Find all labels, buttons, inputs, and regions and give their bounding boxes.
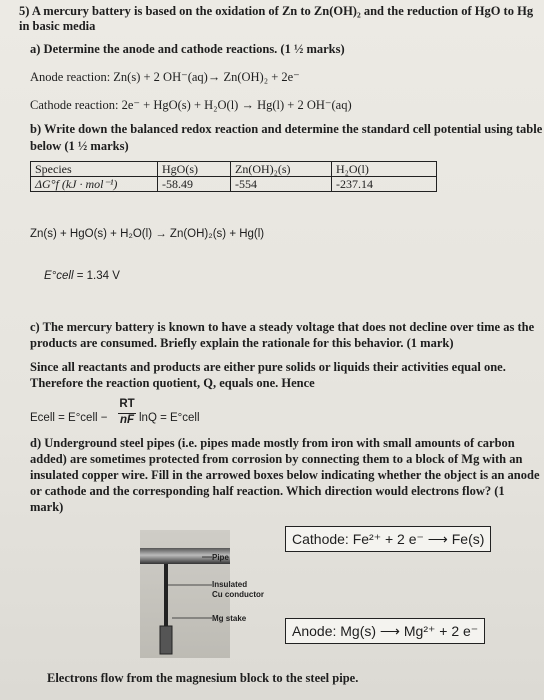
part-c-answer-line2: Therefore the reaction quotient, Q, equals one. Hence (30, 376, 315, 390)
table-row-label: ΔG°f (kJ · mol⁻¹) (31, 177, 158, 192)
part-d-prompt-line1: d) Underground steel pipes (i.e. pipes made mostly from iron with small amounts of carbon (30, 436, 515, 450)
table-cell-znoh2: -554 (231, 177, 332, 192)
corrosion-diagram (140, 530, 290, 670)
part-d-answer: Electrons flow from the magnesium block to the steel pipe. (47, 671, 359, 685)
table-header-row (31, 162, 437, 177)
nernst-left: Ecell = E°cell − (30, 412, 108, 424)
part-d-prompt-line5: mark) (30, 500, 64, 514)
table-header-species: Species (31, 162, 158, 177)
ecell-value: = 1.34 V (76, 270, 120, 282)
nernst-numerator: RT (119, 398, 135, 410)
part-d-prompt-line2: added) are sometimes protected from corrosion by connecting them to a block of Mg with an (30, 452, 523, 466)
nernst-right: lnQ = E°cell (139, 412, 200, 424)
part-a-prompt: a) Determine the anode and cathode reactions. (1 ½ marks) (30, 42, 345, 56)
ecell-label: E°cell (44, 270, 74, 282)
overall-reaction: Zn(s) + HgO(s) + H₂O(l) → Zn(OH)₂(s) + Hg(l) (30, 228, 265, 240)
part-b-prompt-line2: below (1 ½ marks) (30, 139, 129, 153)
anode-box: Anode: Mg(s) ⟶ Mg²⁺ + 2 e⁻ (285, 618, 485, 644)
table-header-znoh2: Zn(OH)₂(s) (231, 162, 332, 177)
label-cu-conductor: Cu conductor (212, 590, 264, 599)
cathode-reaction: Cathode reaction: 2e⁻ + HgO(s) + H₂O(l) → Hg(l) + 2 OH⁻(aq) (30, 98, 352, 112)
label-insulated: Insulated (212, 580, 248, 589)
cathode-box: Cathode: Fe²⁺ + 2 e⁻ ⟶ Fe(s) (285, 526, 491, 552)
label-pipe: Pipe (212, 553, 229, 562)
table-cell-h2o: -237.14 (332, 177, 437, 192)
part-c-prompt-line1: c) The mercury battery is known to have a steady voltage that does not decline over time as the (30, 320, 535, 334)
ecell-line (44, 270, 120, 284)
thermo-table (30, 161, 437, 192)
anode-reaction: Anode reaction: Zn(s) + 2 OH⁻(aq)→ Zn(OH)₂ + 2e⁻ (30, 70, 300, 84)
part-d-prompt-line3: insulated copper wire. Fill in the arrowed boxes below indicating whether the object is an anode (30, 468, 540, 482)
label-mg-stake: Mg stake (212, 614, 247, 623)
part-b-prompt-line1: b) Write down the balanced redox reaction and determine the standard cell potential using table (30, 122, 543, 136)
question-5-line1: 5) A mercury battery is based on the oxidation of Zn to Zn(OH)₂ and the reduction of HgO to Hg (19, 4, 534, 18)
part-c-prompt-line2: products are consumed. Briefly explain the rationale for this behavior. (1 mark) (30, 336, 454, 350)
nernst-denominator: nF (119, 414, 135, 426)
question-5-line2: in basic media (19, 19, 96, 33)
table-header-h2o: H₂O(l) (332, 162, 437, 177)
table-header-hgo: HgO(s) (158, 162, 231, 177)
mg-stake (160, 626, 172, 654)
table-row (31, 177, 437, 192)
insulated-wire (164, 564, 168, 632)
table-cell-hgo: -58.49 (158, 177, 231, 192)
part-c-answer-line1: Since all reactants and products are either pure solids or liquids their activities equal one. (30, 360, 506, 374)
part-d-prompt-line4: or cathode and the corresponding half reaction. Which direction would electrons flow? (1 (30, 484, 505, 498)
